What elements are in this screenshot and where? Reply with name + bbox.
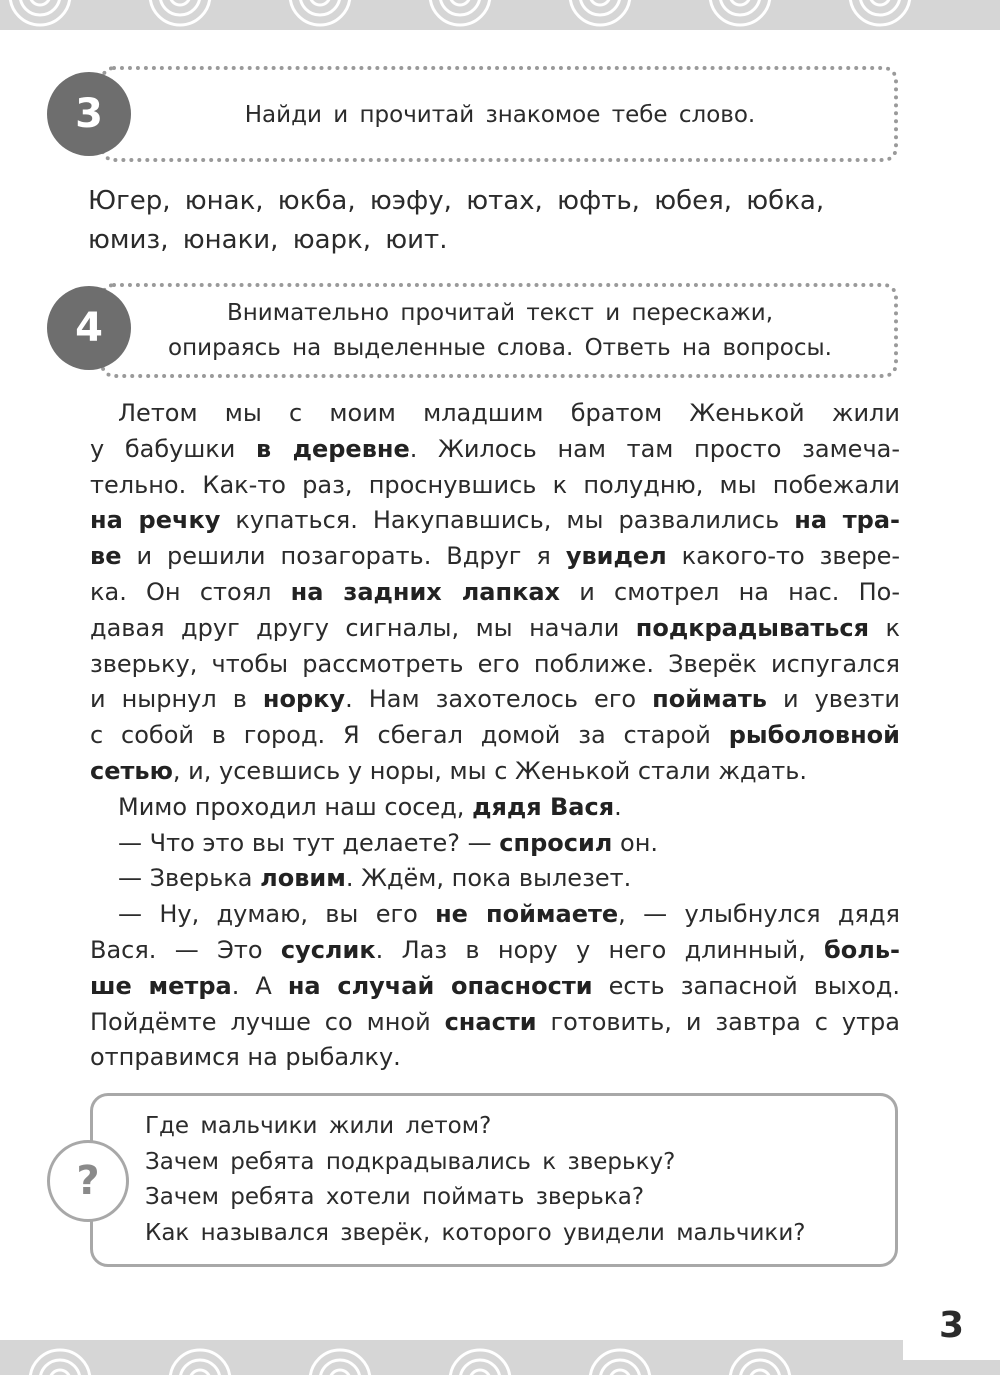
highlighted-word: рыболовной (728, 721, 900, 750)
story-text-segment: . Ждём, пока вылезет. (345, 864, 632, 893)
task4-instruction (130, 296, 870, 366)
page-number: 3 (903, 1290, 1000, 1360)
story-line (90, 826, 900, 862)
question-item: Зачем ребята подкрадывались к зверьку? (145, 1148, 676, 1175)
highlighted-word: на речку (90, 506, 221, 535)
story-line (90, 468, 900, 504)
spiral-pattern-bottom (0, 1340, 1000, 1375)
highlighted-word: снасти (444, 1007, 537, 1036)
story-text-segment: и увезти (766, 685, 901, 714)
story-text-segment: , и, усевшись у норы, мы с Женькой стали ждать. (172, 756, 808, 785)
questions-list (145, 1109, 805, 1251)
story-line (90, 611, 900, 647)
story-line (90, 539, 900, 575)
story-line (90, 575, 900, 611)
task4-instruction-line-2: опираясь на выделенные слова. Ответь на вопросы. (168, 335, 832, 361)
highlighted-word: увидел (565, 542, 667, 571)
highlighted-word: поймать (652, 685, 767, 714)
story-line (90, 432, 900, 468)
story-line (90, 647, 900, 683)
question-item: Зачем ребята хотели поймать зверька? (145, 1184, 645, 1210)
task3-number-badge: 3 (47, 72, 131, 156)
story-text-segment: купаться. Накупавшись, мы развалились (220, 506, 795, 535)
story-text-segment: готовить, и завтра с утра (536, 1007, 900, 1036)
question-item: Как назывался зверёк, которого увидели мальчики? (145, 1219, 806, 1246)
story-text-segment: и решили позагорать. Вдруг я (121, 542, 566, 571)
highlighted-word: дядя Вася (472, 792, 615, 821)
story-line (90, 754, 900, 790)
story-text-segment: с собой в город. Я сбегал домой за старой (90, 721, 729, 750)
story-text-segment: он. (612, 828, 659, 857)
highlighted-word: на задних лапках (290, 577, 561, 606)
story-text-segment: — Зверька (118, 864, 261, 893)
highlighted-word: норку (262, 685, 346, 714)
highlighted-word: суслик (280, 935, 376, 964)
word-list-line-2: юмиз, юнаки, юарк, юит. (88, 225, 448, 255)
story-text-segment: и смотрел на нас. По- (560, 577, 900, 606)
story-line (90, 682, 900, 718)
story-line (90, 861, 900, 897)
story-line (90, 790, 900, 826)
task4-instruction-line-1: Внимательно прочитай текст и перескажи, (226, 300, 774, 326)
highlighted-word: ве (90, 542, 122, 571)
story-text-segment: давая друг другу сигналы, мы начали (90, 613, 636, 642)
highlighted-word: на случай опасности (287, 971, 593, 1000)
story-line (90, 969, 900, 1005)
question-mark-icon: ? (47, 1140, 129, 1222)
story-text-segment: Пойдёмте лучше со мной (90, 1007, 445, 1036)
story-text-segment: и нырнул в (90, 685, 263, 714)
story-text-segment: — Что это вы тут делаете? — (118, 828, 500, 857)
story-text-segment: — Ну, думаю, вы его (118, 900, 436, 929)
story-line (90, 1005, 900, 1041)
story-text-segment: отправимся на рыбалку. (90, 1043, 401, 1072)
spiral-pattern-top (0, 0, 1000, 30)
story-text-segment: Мимо проходил наш сосед, (118, 792, 473, 821)
story-text-segment: зверьку, чтобы рассмотреть его поближе. Зверёк испугался (90, 649, 900, 678)
highlighted-word: сетью (90, 756, 173, 785)
story-text-segment: у бабушки (90, 434, 257, 463)
story-line (90, 933, 900, 969)
story-line (90, 503, 900, 539)
bottom-decorative-band (0, 1340, 1000, 1375)
story-line (90, 1040, 900, 1076)
story-text-segment: к (869, 613, 901, 642)
story-text-segment: Вася. — Это (90, 935, 281, 964)
story-text-segment: есть запасной выход. (592, 971, 900, 1000)
story-text-segment: тельно. Как-то раз, проснувшись к полудню, мы побежали (90, 470, 900, 499)
highlighted-word: в деревне (256, 434, 410, 463)
highlighted-word: боль- (824, 935, 900, 964)
story-text-segment: . Нам захотелось его (345, 685, 653, 714)
word-list-line-1: Югер, юнак, юкба, юэфу, ютах, юфть, юбея, юбка, (88, 186, 825, 216)
story-text-segment: Летом мы с моим младшим братом Женькой жили (118, 399, 900, 427)
highlighted-word: на тра- (794, 506, 900, 535)
story-text-segment: . А (231, 971, 288, 1000)
highlighted-word: ловим (260, 864, 346, 893)
task3-word-list (88, 182, 888, 260)
top-decorative-band (0, 0, 1000, 30)
story-text-segment: . Жилось нам там просто замеча- (409, 434, 900, 463)
question-item: Где мальчики жили летом? (145, 1113, 492, 1139)
story-line (90, 718, 900, 754)
story-text-segment: . (614, 792, 622, 821)
story-text (90, 396, 900, 1076)
task3-instruction: Найди и прочитай знакомое тебе слово. (244, 102, 756, 128)
highlighted-word: спросил (499, 828, 613, 857)
story-line (90, 897, 900, 933)
highlighted-word: подкрадываться (635, 613, 870, 642)
task4-number-badge: 4 (47, 286, 131, 370)
story-text-segment: какого-то звере- (666, 542, 900, 571)
story-text-segment: , — улыбнулся дядя (618, 900, 900, 929)
story-text-segment: . Лаз в нору у него длинный, (375, 935, 825, 964)
highlighted-word: ше метра (90, 971, 232, 1000)
story-line (90, 396, 900, 432)
highlighted-word: не поймаете (435, 900, 619, 929)
story-text-segment: ка. Он стоял (90, 577, 291, 606)
